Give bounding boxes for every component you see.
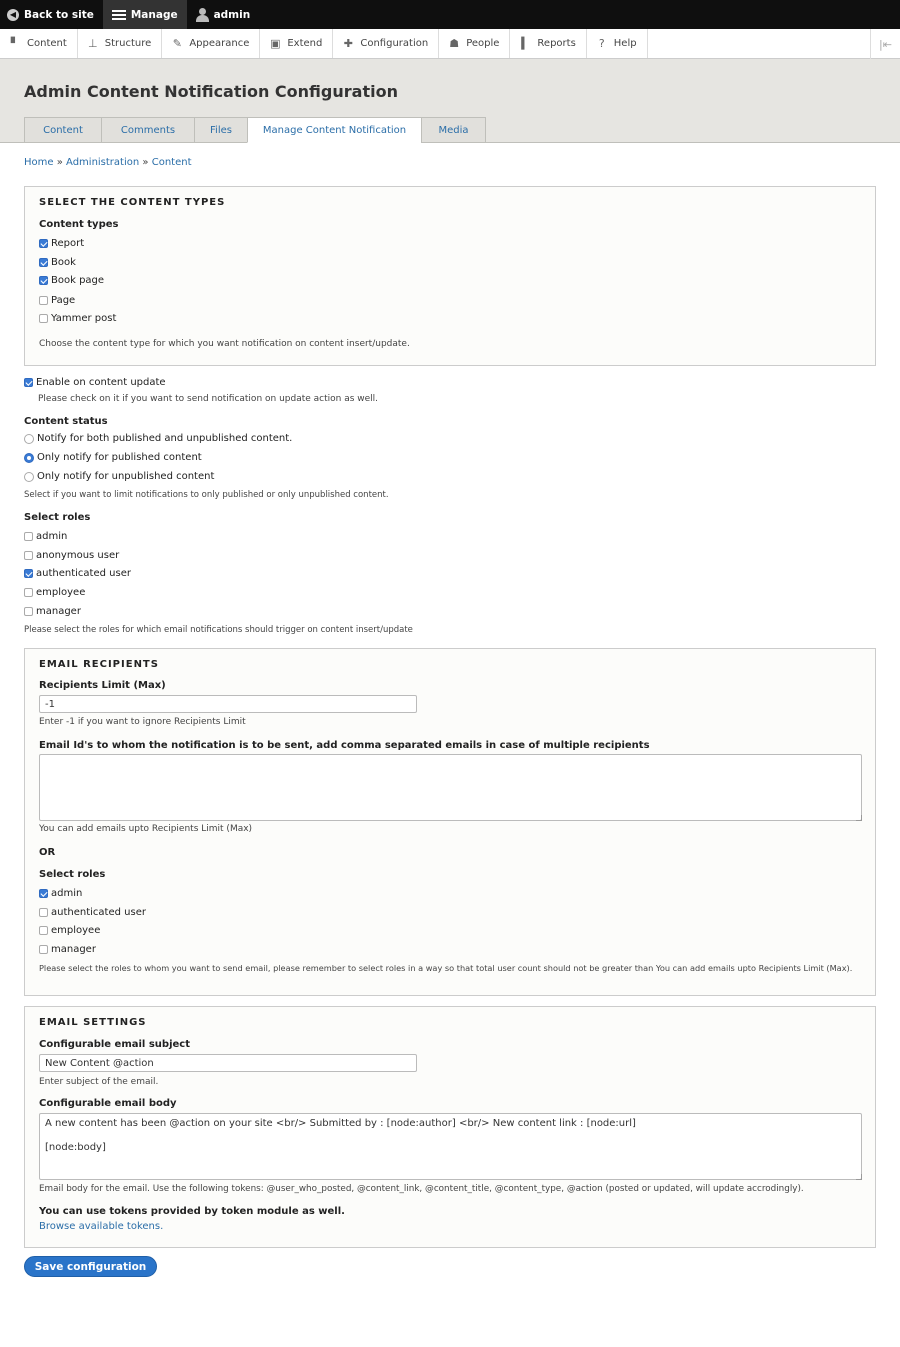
tab-media[interactable]: Media: [421, 117, 486, 143]
back-to-site-link[interactable]: [0, 0, 103, 29]
content-type-option[interactable]: [39, 313, 116, 324]
tab-manage-content-notification[interactable]: Manage Content Notification: [247, 117, 421, 143]
wrench-icon: ✚: [343, 36, 353, 50]
user-icon: [196, 8, 209, 22]
role-option[interactable]: [24, 568, 131, 579]
tab-content[interactable]: Content: [24, 117, 101, 143]
checkbox[interactable]: [39, 239, 48, 248]
radio[interactable]: [24, 434, 34, 444]
content-type-option[interactable]: [39, 295, 75, 306]
option-label: employee: [36, 587, 86, 598]
content-types-label: Content types: [39, 219, 119, 230]
roles-description: Please select the roles for which email notifications should trigger on content insert/update: [24, 625, 413, 635]
breadcrumb-separator: »: [142, 157, 149, 168]
option-label: manager: [51, 944, 96, 955]
tray-item-label: Structure: [104, 38, 152, 49]
recipient-roles-label: Select roles: [39, 869, 106, 880]
tray-item-configuration[interactable]: [333, 29, 439, 58]
breadcrumb: [24, 157, 192, 168]
people-icon: ☗: [449, 36, 460, 50]
option-label: anonymous user: [36, 550, 120, 561]
subject-label: Configurable email subject: [39, 1039, 190, 1050]
recipient-role-option[interactable]: [39, 907, 146, 918]
emails-label: Email Id's to whom the notification is to be sent, add comma separated emails in case of multiple recipients: [39, 740, 650, 751]
tray-item-structure[interactable]: [78, 29, 163, 58]
browse-tokens-link[interactable]: Browse available tokens.: [39, 1221, 164, 1232]
checkbox[interactable]: [39, 908, 48, 917]
emails-description: You can add emails upto Recipients Limit (Max): [39, 824, 253, 834]
tray-item-content[interactable]: [0, 29, 78, 58]
breadcrumb-administration[interactable]: Administration: [66, 157, 140, 168]
menu-icon: [112, 10, 126, 20]
collapse-icon: |⇤: [879, 37, 892, 51]
breadcrumb-content[interactable]: Content: [151, 157, 192, 168]
page-title: Admin Content Notification Configuration: [24, 82, 398, 101]
tray-item-reports[interactable]: [510, 29, 586, 58]
checkbox[interactable]: [24, 588, 33, 597]
tray-item-label: Appearance: [189, 38, 250, 49]
puzzle-icon: ▣: [270, 36, 281, 50]
content-types-legend: SELECT THE CONTENT TYPES: [39, 197, 226, 208]
select-roles-label: Select roles: [24, 512, 91, 523]
tab-comments[interactable]: Comments: [101, 117, 194, 143]
role-option[interactable]: [24, 587, 85, 598]
emails-textarea[interactable]: [39, 754, 862, 821]
body-label: Configurable email body: [39, 1098, 177, 1109]
tray-item-appearance[interactable]: [162, 29, 260, 58]
or-label: OR: [39, 847, 56, 858]
status-option[interactable]: [24, 471, 214, 482]
option-label: Report: [51, 238, 85, 249]
status-option[interactable]: [24, 452, 202, 463]
enable-on-update-option[interactable]: [24, 377, 166, 388]
checkbox[interactable]: [39, 296, 48, 305]
recipients-limit-input[interactable]: -1: [39, 695, 417, 713]
email-settings-fieldset: [24, 1006, 876, 1248]
subject-input[interactable]: New Content @action: [39, 1054, 417, 1072]
email-recipients-legend: EMAIL RECIPIENTS: [39, 659, 159, 670]
status-description: Select if you want to limit notifications to only published or only unpublished content.: [24, 490, 389, 500]
breadcrumb-home[interactable]: Home: [24, 157, 54, 168]
tray-item-people[interactable]: [439, 29, 510, 58]
resize-grip-icon[interactable]: [856, 1174, 862, 1180]
sitemap-icon: ⊥: [87, 36, 98, 50]
tray-item-help[interactable]: [587, 29, 648, 58]
checkbox[interactable]: [24, 551, 33, 560]
option-label: Book: [51, 257, 76, 268]
page-header: [0, 59, 900, 143]
checkbox[interactable]: [39, 276, 48, 285]
option-label: Yammer post: [51, 313, 117, 324]
content-type-option[interactable]: [39, 238, 84, 249]
content-status-label: Content status: [24, 416, 108, 427]
manage-label: Manage: [130, 8, 178, 21]
email-settings-legend: EMAIL SETTINGS: [39, 1017, 147, 1028]
content-types-fieldset: [24, 186, 876, 366]
recipients-limit-label: Recipients Limit (Max): [39, 680, 166, 691]
option-label: authenticated user: [51, 907, 146, 918]
option-label: admin: [51, 888, 83, 899]
primary-tabs: [24, 117, 486, 143]
checkbox[interactable]: [24, 569, 33, 578]
checkbox[interactable]: [39, 314, 48, 323]
content-type-option[interactable]: [39, 275, 104, 286]
content-type-option[interactable]: [39, 257, 76, 268]
option-label: Only notify for published content: [37, 452, 202, 463]
tray-item-label: Reports: [537, 38, 576, 49]
option-label: Only notify for unpublished content: [37, 471, 215, 482]
option-label: manager: [36, 606, 81, 617]
manage-toggle[interactable]: [103, 0, 187, 29]
tray-item-label: Content: [27, 38, 67, 49]
email-recipients-fieldset: [24, 648, 876, 996]
option-label: Enable on content update: [36, 377, 166, 388]
paintbrush-icon: ✎: [172, 36, 182, 50]
checkbox[interactable]: [39, 889, 48, 898]
radio[interactable]: [24, 453, 34, 463]
body-textarea[interactable]: A new content has been @action on your site <br/> Submitted by : [node:author] <br/> New content link : [node:url] [node:body]: [39, 1113, 862, 1180]
radio[interactable]: [24, 472, 34, 482]
tray-orientation-toggle[interactable]: [870, 29, 900, 59]
checkbox[interactable]: [24, 607, 33, 616]
tray-item-label: People: [466, 38, 500, 49]
recipient-role-option[interactable]: [39, 888, 82, 899]
tokens-note: You can use tokens provided by token module as well.: [39, 1206, 345, 1217]
recipient-role-option[interactable]: [39, 944, 96, 955]
option-label: employee: [51, 925, 101, 936]
tray-item-extend[interactable]: [260, 29, 333, 58]
checkbox[interactable]: [39, 945, 48, 954]
breadcrumb-separator: »: [56, 157, 63, 168]
bar-chart-icon: ▍: [521, 36, 530, 50]
tab-files[interactable]: Files: [194, 117, 247, 143]
subject-description: Enter subject of the email.: [39, 1077, 159, 1087]
user-label: admin: [213, 8, 251, 21]
resize-grip-icon[interactable]: [856, 815, 862, 821]
option-label: authenticated user: [36, 568, 131, 579]
tray-item-label: Extend: [287, 38, 323, 49]
status-option[interactable]: [24, 433, 292, 444]
recipients-limit-description: Enter -1 if you want to ignore Recipients Limit: [39, 717, 246, 727]
checkbox[interactable]: [39, 926, 48, 935]
admin-toolbar: [0, 0, 900, 29]
option-label: Notify for both published and unpublished content.: [37, 433, 293, 444]
recipient-roles-description: Please select the roles to whom you want to send email, please remember to select roles in a way so that total user count should not be greater than You can add emails upto Recipients Limit (Max).: [39, 963, 853, 973]
back-to-site-label: Back to site: [24, 8, 94, 21]
tray-item-label: Help: [613, 38, 637, 49]
tray-item-label: Configuration: [360, 38, 429, 49]
back-arrow-icon: ◀: [7, 9, 19, 21]
recipient-role-option[interactable]: [39, 925, 100, 936]
option-label: Page: [51, 295, 76, 306]
file-icon: ▘: [10, 36, 20, 50]
option-label: Book page: [51, 275, 105, 286]
checkbox[interactable]: [39, 258, 48, 267]
user-menu[interactable]: [187, 0, 260, 29]
option-label: admin: [36, 531, 68, 542]
content-types-description: Choose the content type for which you want notification on content insert/update.: [39, 339, 410, 349]
body-description: Email body for the email. Use the following tokens: @user_who_posted, @content_link, @content_title, @content_type, @action (posted or updated, will update accrodingly).: [39, 1184, 804, 1194]
question-icon: ?: [598, 36, 605, 50]
update-description: Please check on it if you want to send notification on update action as well.: [38, 394, 379, 404]
role-option[interactable]: [24, 606, 81, 617]
save-configuration-button[interactable]: Save configuration: [24, 1256, 157, 1277]
role-option[interactable]: [24, 531, 67, 542]
checkbox[interactable]: [24, 532, 33, 541]
admin-menu-tray: [0, 29, 900, 59]
checkbox[interactable]: [24, 378, 33, 387]
role-option[interactable]: [24, 550, 119, 561]
